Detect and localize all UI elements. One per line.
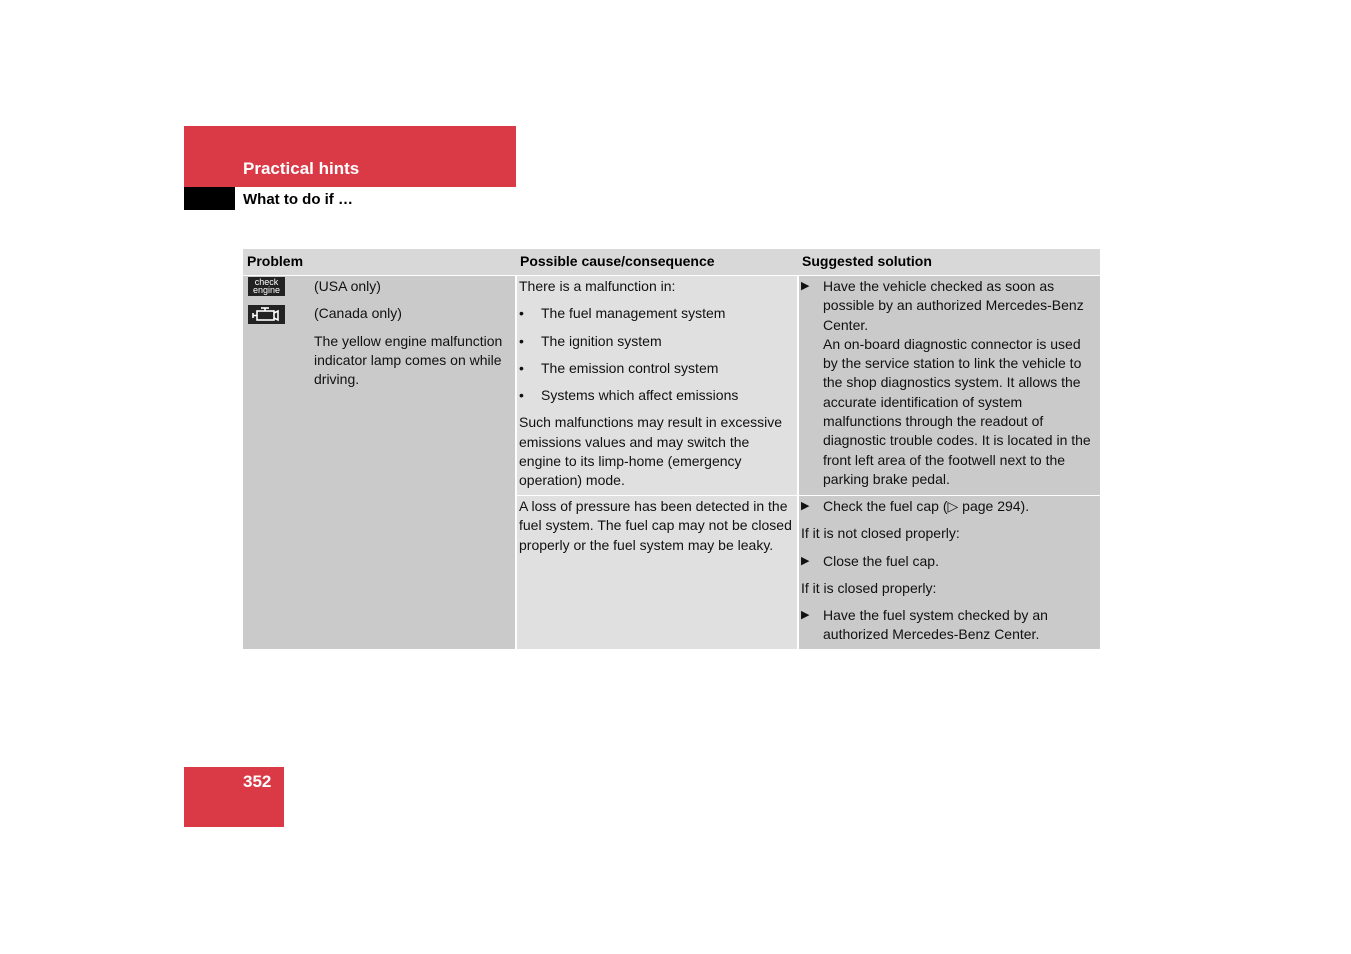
list-item: • The emission control system (519, 359, 719, 376)
list-item: • The fuel management system (519, 305, 726, 322)
column-header-solution: Suggested solution (798, 249, 1100, 275)
list-item: • Systems which affect emissions (519, 387, 739, 404)
section-title: What to do if … (243, 191, 353, 208)
diagnostic-note: An on-board diagnostic connector is used by the service station to link the vehicle to the shop diagnostics system. It allows the accurate identification of system malfunctions through the readout of diagnostic trouble codes. It is located in the front left area of the footwell next to the parking brake pedal. (823, 335, 1091, 487)
action-step: ▶ Have the vehicle checked as soon as possible by an authorized Mercedes-Benz Center. (801, 277, 1097, 335)
cause-outro: Such malfunctions may result in excessive emissions values and may switch the engine to its limp-home (emergency operation) mode. (519, 414, 782, 489)
check-engine-icon: check engine (248, 277, 285, 296)
usa-only-label: (USA only) (314, 278, 381, 294)
problem-cell (314, 277, 514, 397)
arrow-icon: ▶ (801, 554, 810, 567)
action-step: ▶ Have the fuel system checked by an authorized Mercedes-Benz Center. (801, 606, 1097, 645)
action-step: ▶ Close the fuel cap. (801, 552, 1097, 571)
solution-text-1 (801, 277, 1097, 489)
problem-description: The yellow engine malfunction indicator lamp comes on while driving. (314, 332, 503, 388)
list-item: • The ignition system (519, 332, 662, 349)
cause-intro: There is a malfunction in: (519, 278, 676, 294)
section-marker (184, 187, 235, 210)
arrow-icon: ▶ (801, 609, 810, 622)
column-divider (797, 275, 799, 649)
cause-text-2: A loss of pressure has been detected in the fuel system. The fuel cap may not be closed properly or the fuel system may be leaky. (519, 498, 792, 553)
condition-text: If it is closed properly: (801, 579, 937, 596)
chapter-title: Practical hints (243, 159, 360, 178)
column-header-problem: Problem (243, 249, 516, 275)
action-step: ▶ Check the fuel cap (▷ page 294). (801, 497, 1097, 516)
cause-text-1 (519, 277, 795, 499)
column-divider (515, 275, 517, 649)
page-number: 352 (243, 772, 272, 791)
solution-text-2 (801, 497, 1097, 653)
troubleshooting-table (243, 249, 1100, 649)
arrow-icon: ▶ (801, 280, 810, 292)
column-header-cause: Possible cause/consequence (516, 249, 798, 275)
canada-only-label: (Canada only) (314, 305, 402, 322)
arrow-icon: ▶ (801, 500, 810, 512)
condition-text: If it is not closed properly: (801, 525, 960, 542)
engine-malfunction-icon (248, 305, 285, 324)
